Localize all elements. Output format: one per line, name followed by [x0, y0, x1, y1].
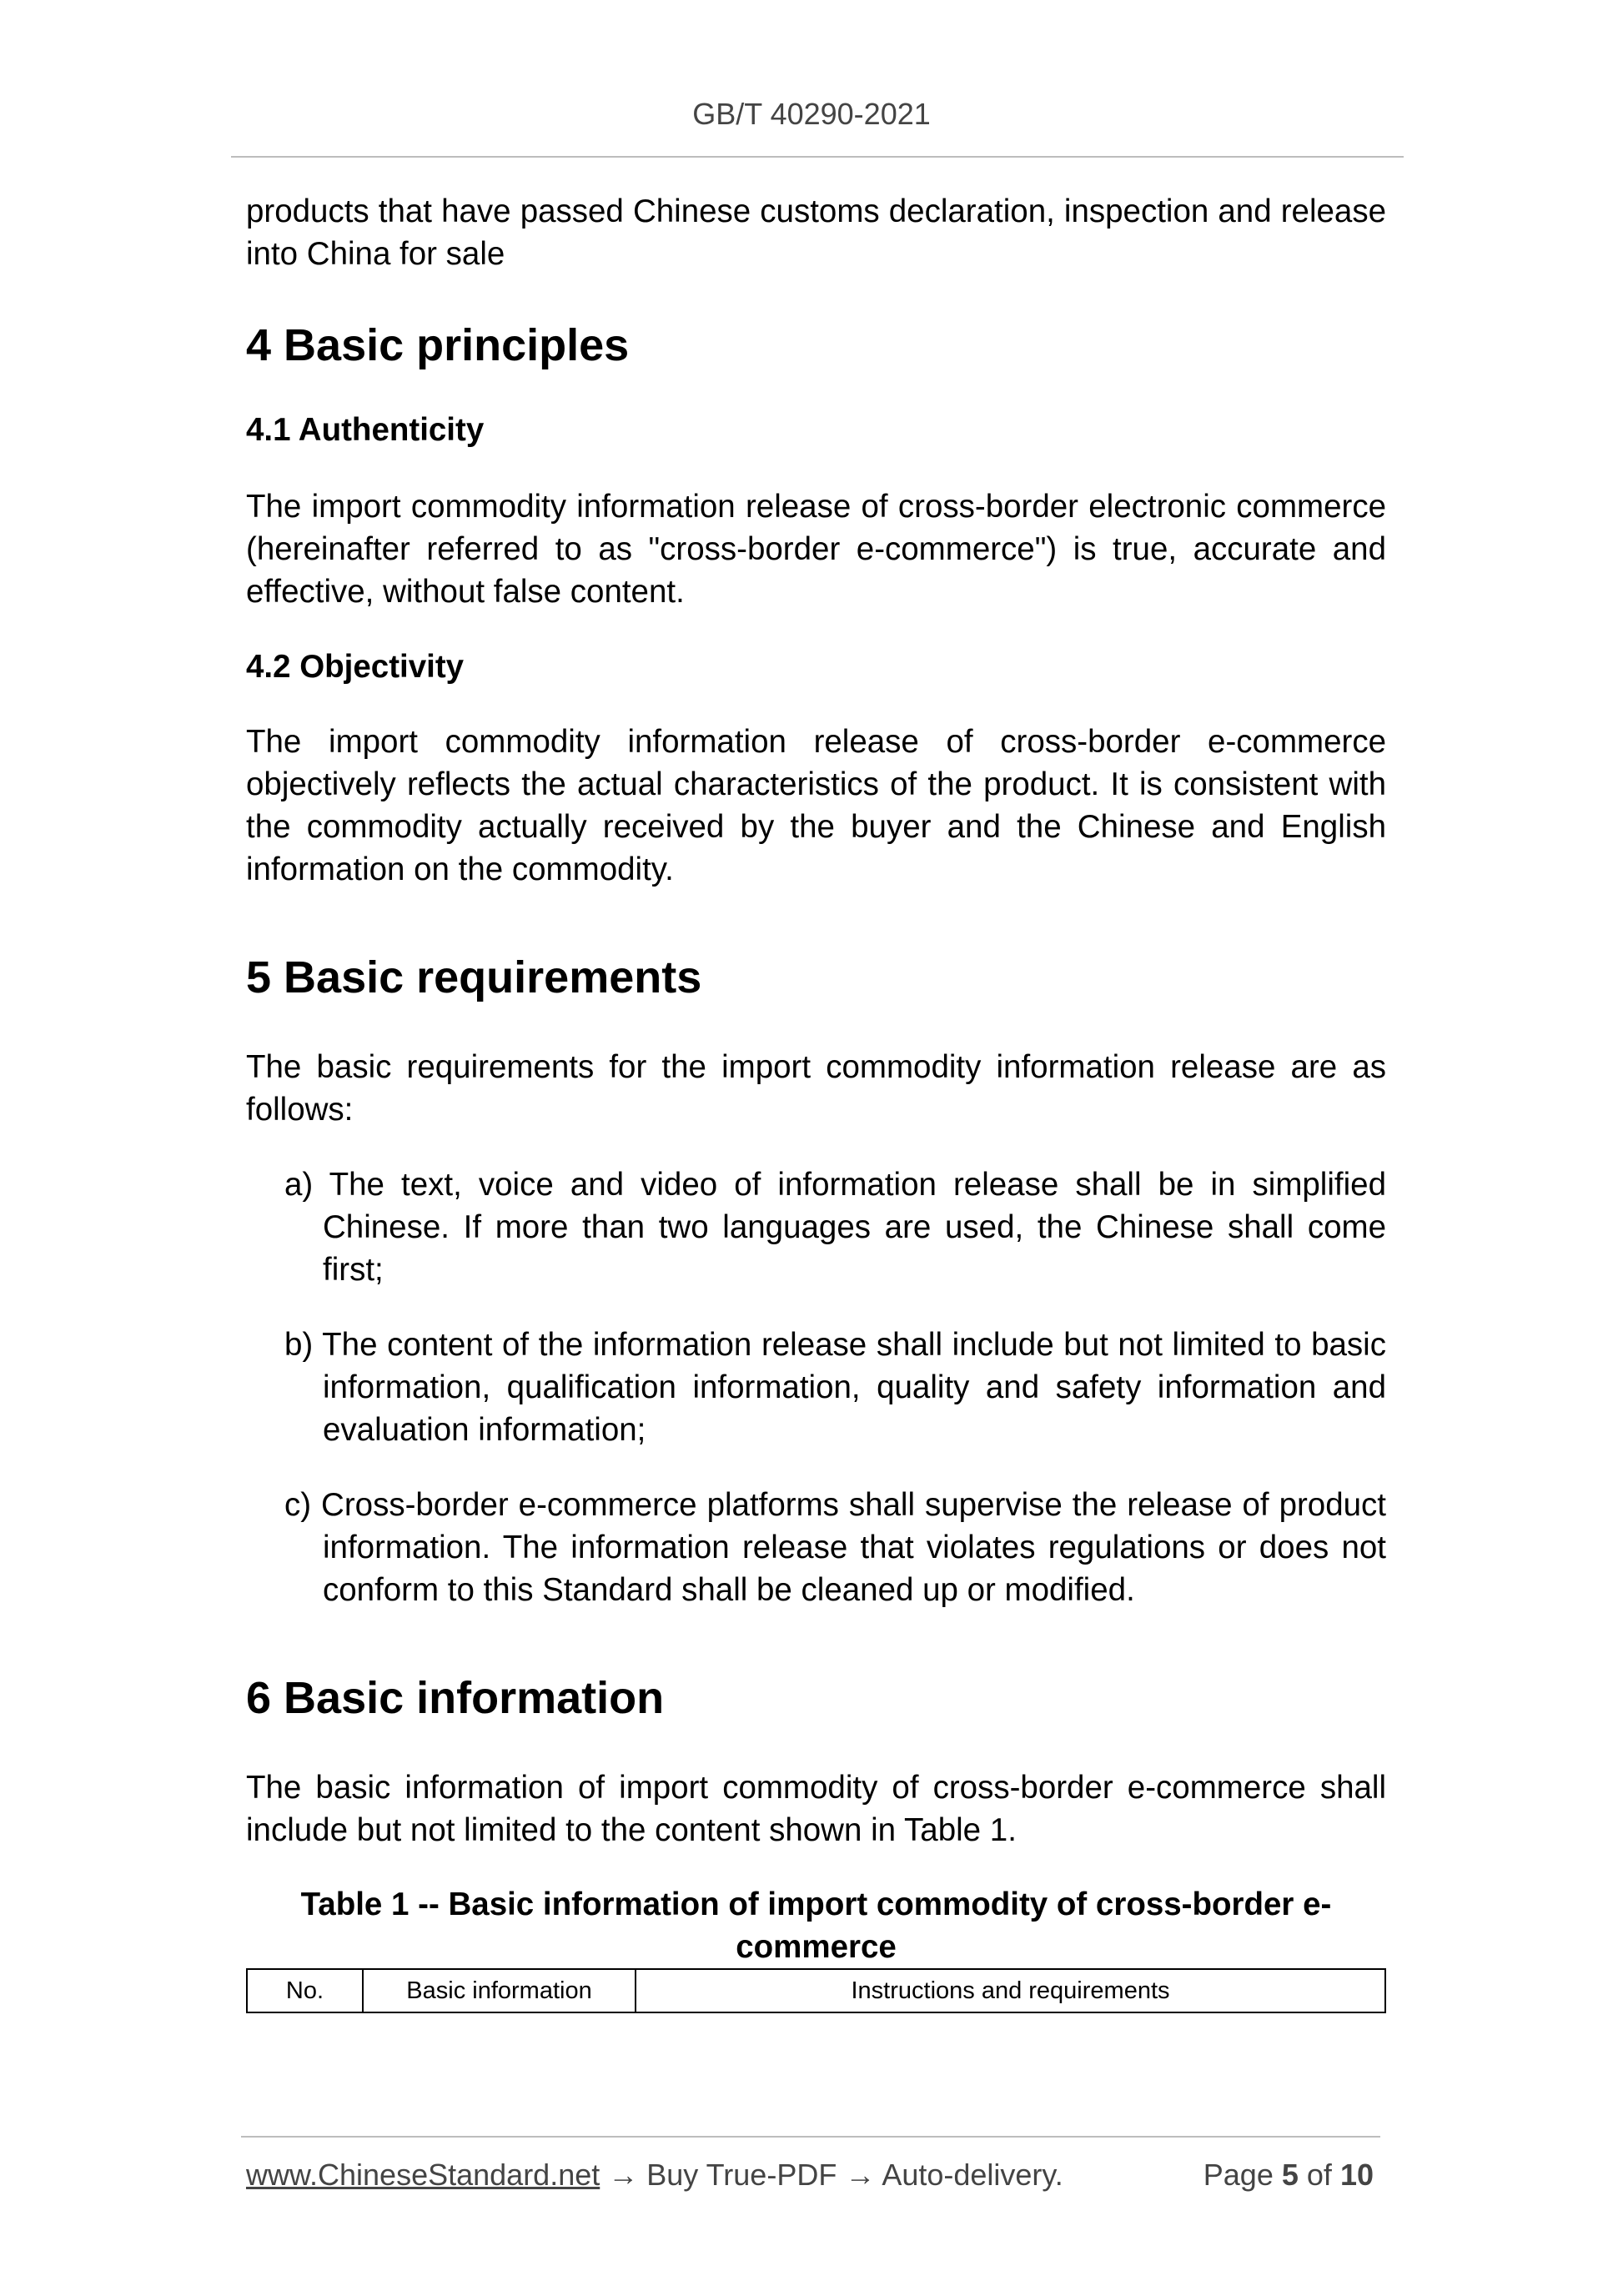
section-4-1-heading: 4.1 Authenticity: [246, 412, 485, 448]
requirements-list: [284, 1163, 1386, 1611]
list-item: a) The text, voice and video of information release shall be in simplified Chinese. If more than two languages are used, the Chinese shall come first;: [284, 1167, 1386, 1288]
section-5-heading: 5 Basic requirements: [246, 952, 702, 1002]
page-number: 5: [1281, 2158, 1299, 2192]
page-footer: [246, 2158, 1386, 2193]
section-4-1-text: The import commodity information release of cross-border electronic commerce (hereinafter referred to as "cross-border e-commerce") is true, accurate and effective, without false content.: [246, 489, 1386, 610]
basic-information-table: [246, 1968, 1386, 2013]
section-6-intro: The basic information of import commodity of cross-border e-commerce shall include but not limited to the content shown in Table 1.: [246, 1770, 1386, 1848]
column-header-instructions: Instructions and requirements: [636, 1969, 1385, 2012]
section-5-intro: The basic requirements for the import commodity information release are as follows:: [246, 1049, 1386, 1128]
section-4-2-text: The import commodity information release of cross-border e-commerce objectively reflects the actual characteristics of the product. It is consistent with the commodity actually received by the buyer and the Chinese and English information on the commodity.: [246, 724, 1386, 887]
website-link[interactable]: www.ChineseStandard.net: [246, 2158, 600, 2192]
section-6-heading: 6 Basic information: [246, 1673, 665, 1723]
column-header-no: No.: [247, 1969, 363, 2012]
page-label: Page: [1203, 2158, 1274, 2192]
list-item: c) Cross-border e-commerce platforms shall supervise the release of product information. The information release that violates regulations or does not conform to this Standard shall be cleaned up or modified.: [284, 1487, 1386, 1608]
footer-promo: → Buy True-PDF → Auto-delivery.: [600, 2158, 1063, 2192]
section-4-2-heading: 4.2 Objectivity: [246, 649, 465, 685]
page-content: [246, 190, 1386, 2013]
page-indicator: [1203, 2158, 1374, 2193]
document-code: GB/T 40290-2021: [692, 97, 931, 131]
of-label: of: [1306, 2158, 1332, 2192]
column-header-basic-information: Basic information: [363, 1969, 636, 2012]
list-item: b) The content of the information release shall include but not limited to basic information, qualification information, quality and safety information and evaluation information;: [284, 1327, 1386, 1448]
header-divider: [231, 156, 1404, 158]
table-header-row: [247, 1969, 1385, 2012]
table-caption: Table 1 -- Basic information of import commodity of cross-border e-commerce: [300, 1887, 1332, 1965]
intro-continuation: products that have passed Chinese customs declaration, inspection and release into China for sale: [246, 193, 1386, 272]
footer-divider: [241, 2136, 1380, 2138]
section-4-heading: 4 Basic principles: [246, 320, 630, 370]
page-total: 10: [1339, 2158, 1374, 2192]
